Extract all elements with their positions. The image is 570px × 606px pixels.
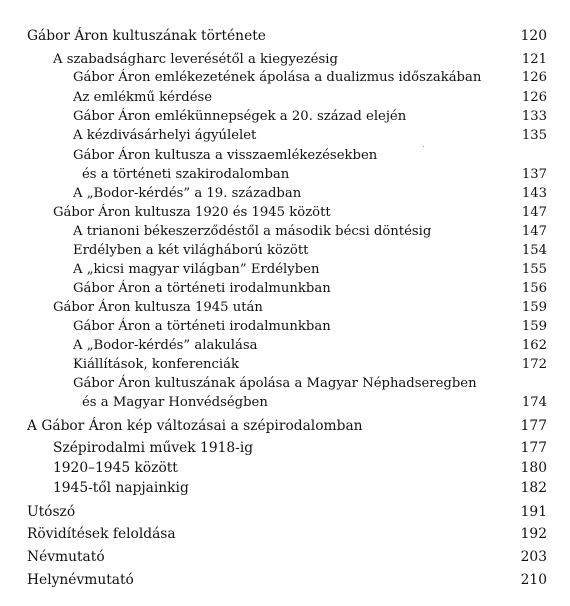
toc-entry-page: 143 xyxy=(521,186,547,201)
toc-entry-title: Gábor Áron kultusza 1945 után xyxy=(53,300,263,315)
toc-entry-page: 154 xyxy=(521,243,547,258)
toc-entry-title: A „Bodor-kérdés” alakulása xyxy=(73,338,258,353)
toc-entry-title: A kézdivásárhelyi ágyúlelet xyxy=(73,128,257,143)
toc-entry-title: Gábor Áron kultuszának története xyxy=(27,28,266,44)
toc-entry-page: 210 xyxy=(520,572,547,588)
toc-entry-page: 126 xyxy=(521,70,547,85)
toc-entry-title: A trianoni békeszerződéstől a második bécsi döntésig xyxy=(73,224,432,239)
toc-entry-title: Gábor Áron kultusza 1920 és 1945 között xyxy=(53,205,331,220)
toc-entry-title: és a Magyar Honvédségben xyxy=(82,395,268,410)
toc-entry-page: 156 xyxy=(521,281,547,296)
toc-entry-title: és a történeti szakirodalomban xyxy=(82,167,290,182)
toc-entry-page: 120 xyxy=(520,28,547,44)
toc-entry-page: 182 xyxy=(520,480,547,496)
toc-entry-page: 121 xyxy=(521,52,547,67)
toc-entry-title: Gábor Áron a történeti irodalmunkban xyxy=(73,281,331,296)
toc-entry-page: 135 xyxy=(521,128,547,143)
toc-entry-title: A Gábor Áron kép változásai a szépirodalomban xyxy=(27,418,363,434)
toc-entry-title: Helynévmutató xyxy=(27,572,134,588)
toc-entry-page: 155 xyxy=(521,262,547,277)
toc-entry-title: 1920–1945 között xyxy=(53,460,178,476)
toc-entry-title: 1945-től napjainkig xyxy=(53,480,189,496)
scan-speck xyxy=(423,146,424,147)
toc-entry-title: A „kicsi magyar világban” Erdélyben xyxy=(73,262,320,277)
toc-entry-page: 147 xyxy=(521,205,547,220)
toc-entry-page: 137 xyxy=(521,167,547,182)
toc-entry-page: 192 xyxy=(520,526,547,542)
toc-entry-page: 203 xyxy=(520,549,547,565)
toc-entry-page: 133 xyxy=(521,109,547,124)
toc-entry-title: Gábor Áron a történeti irodalmunkban xyxy=(73,319,331,334)
toc-entry-title: Névmutató xyxy=(27,549,105,565)
toc-entry-title: Gábor Áron kultuszának ápolása a Magyar Néphadseregben xyxy=(73,376,477,391)
toc-entry-title: Az emlékmű kérdése xyxy=(73,90,213,105)
toc-entry-page: 159 xyxy=(521,300,547,315)
toc-entry-title: Rövidítések feloldása xyxy=(27,526,176,542)
toc-entry-title: Kiállítások, konferenciák xyxy=(73,357,239,372)
toc-entry-page: 172 xyxy=(521,357,547,372)
toc-entry-page: 177 xyxy=(520,440,547,456)
toc-entry-page: 177 xyxy=(520,418,547,434)
toc-entry-title: Gábor Áron emlékünnepségek a 20. század elején xyxy=(73,109,407,124)
toc-entry-page: 162 xyxy=(521,338,547,353)
toc-entry-title: A szabadságharc leverésétől a kiegyezésig xyxy=(53,52,338,67)
toc-entry-page: 126 xyxy=(521,90,547,105)
toc-entry-title: Utószó xyxy=(27,504,76,520)
toc-entry-title: A „Bodor-kérdés” a 19. században xyxy=(73,186,302,201)
toc-entry-page: 147 xyxy=(521,224,547,239)
toc-entry-page: 159 xyxy=(521,319,547,334)
toc-entry-title: Gábor Áron kultusza a visszaemlékezésekben xyxy=(73,148,378,163)
toc-entry-page: 174 xyxy=(521,395,547,410)
toc-entry-page: 191 xyxy=(520,504,547,520)
toc-entry-title: Gábor Áron emlékezetének ápolása a dualizmus időszakában xyxy=(73,70,482,85)
toc-entry-page: 180 xyxy=(520,460,547,476)
toc-entry-title: Erdélyben a két világháború között xyxy=(73,243,309,258)
toc-entry-title: Szépirodalmi művek 1918-ig xyxy=(53,440,254,456)
